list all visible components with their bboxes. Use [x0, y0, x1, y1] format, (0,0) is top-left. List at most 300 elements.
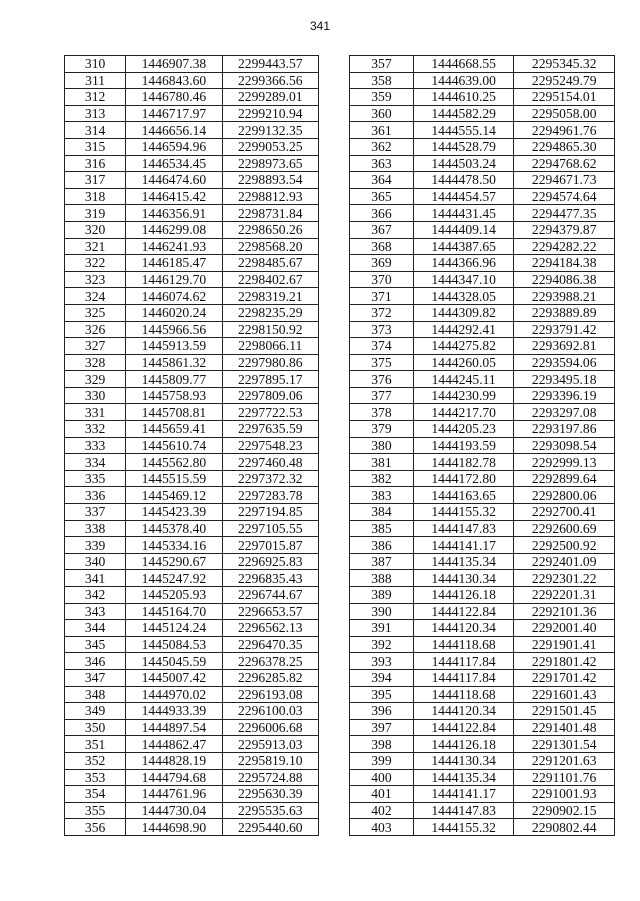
- point-number-cell: 364: [350, 172, 414, 189]
- x-coordinate-cell: 1444555.14: [413, 122, 514, 139]
- table-row: [65, 288, 319, 305]
- point-number-cell: 353: [65, 769, 126, 786]
- x-coordinate-cell: 1444126.18: [413, 587, 514, 604]
- table-body: [350, 56, 615, 836]
- y-coordinate-cell: 2293396.19: [514, 387, 615, 404]
- table-row: [65, 437, 319, 454]
- x-coordinate-cell: 1445290.67: [126, 553, 222, 570]
- table-row: [65, 603, 319, 620]
- point-number-cell: 387: [350, 553, 414, 570]
- table-row: [65, 537, 319, 554]
- point-number-cell: 318: [65, 188, 126, 205]
- table-row: [350, 470, 615, 487]
- point-number-cell: 392: [350, 636, 414, 653]
- table-row: [350, 786, 615, 803]
- table-row: [65, 89, 319, 106]
- y-coordinate-cell: 2297283.78: [222, 487, 318, 504]
- y-coordinate-cell: 2298150.92: [222, 321, 318, 338]
- y-coordinate-cell: 2296006.68: [222, 719, 318, 736]
- table-row: [65, 669, 319, 686]
- table-row: [350, 636, 615, 653]
- y-coordinate-cell: 2295630.39: [222, 786, 318, 803]
- table-row: [350, 686, 615, 703]
- x-coordinate-cell: 1444503.24: [413, 155, 514, 172]
- table-row: [65, 188, 319, 205]
- table-row: [65, 570, 319, 587]
- y-coordinate-cell: 2297460.48: [222, 454, 318, 471]
- point-number-cell: 369: [350, 255, 414, 272]
- x-coordinate-cell: 1444155.32: [413, 819, 514, 836]
- table-row: [350, 669, 615, 686]
- y-coordinate-cell: 2293791.42: [514, 321, 615, 338]
- x-coordinate-cell: 1444698.90: [126, 819, 222, 836]
- x-coordinate-cell: 1446185.47: [126, 255, 222, 272]
- x-coordinate-cell: 1444292.41: [413, 321, 514, 338]
- x-coordinate-cell: 1444122.84: [413, 719, 514, 736]
- point-number-cell: 359: [350, 89, 414, 106]
- table-row: [350, 188, 615, 205]
- y-coordinate-cell: 2295345.32: [514, 56, 615, 73]
- y-coordinate-cell: 2297722.53: [222, 404, 318, 421]
- x-coordinate-cell: 1444639.00: [413, 72, 514, 89]
- y-coordinate-cell: 2295535.63: [222, 802, 318, 819]
- table-row: [65, 205, 319, 222]
- y-coordinate-cell: 2294768.62: [514, 155, 615, 172]
- table-row: [350, 155, 615, 172]
- table-row: [350, 338, 615, 355]
- point-number-cell: 326: [65, 321, 126, 338]
- y-coordinate-cell: 2292001.40: [514, 620, 615, 637]
- x-coordinate-cell: 1445966.56: [126, 321, 222, 338]
- y-coordinate-cell: 2295154.01: [514, 89, 615, 106]
- x-coordinate-cell: 1444117.84: [413, 653, 514, 670]
- x-coordinate-cell: 1445913.59: [126, 338, 222, 355]
- table-row: [65, 354, 319, 371]
- x-coordinate-cell: 1444120.34: [413, 620, 514, 637]
- y-coordinate-cell: 2298066.11: [222, 338, 318, 355]
- point-number-cell: 397: [350, 719, 414, 736]
- x-coordinate-cell: 1444275.82: [413, 338, 514, 355]
- table-row: [65, 454, 319, 471]
- table-row: [350, 603, 615, 620]
- point-number-cell: 334: [65, 454, 126, 471]
- point-number-cell: 357: [350, 56, 414, 73]
- y-coordinate-cell: 2293098.54: [514, 437, 615, 454]
- x-coordinate-cell: 1444117.84: [413, 669, 514, 686]
- table-row: [65, 504, 319, 521]
- point-number-cell: 346: [65, 653, 126, 670]
- table-row: [65, 686, 319, 703]
- table-row: [350, 221, 615, 238]
- table-row: [350, 56, 615, 73]
- table-row: [65, 802, 319, 819]
- point-number-cell: 323: [65, 271, 126, 288]
- x-coordinate-cell: 1445861.32: [126, 354, 222, 371]
- x-coordinate-cell: 1444122.84: [413, 603, 514, 620]
- y-coordinate-cell: 2295440.60: [222, 819, 318, 836]
- point-number-cell: 377: [350, 387, 414, 404]
- point-number-cell: 327: [65, 338, 126, 355]
- x-coordinate-cell: 1446356.91: [126, 205, 222, 222]
- table-row: [350, 255, 615, 272]
- x-coordinate-cell: 1444182.78: [413, 454, 514, 471]
- x-coordinate-cell: 1444130.34: [413, 752, 514, 769]
- y-coordinate-cell: 2296562.13: [222, 620, 318, 637]
- x-coordinate-cell: 1444205.23: [413, 421, 514, 438]
- page-number: 341: [309, 19, 331, 33]
- point-number-cell: 388: [350, 570, 414, 587]
- x-coordinate-cell: 1444328.05: [413, 288, 514, 305]
- table-row: [350, 620, 615, 637]
- table-row: [350, 587, 615, 604]
- x-coordinate-cell: 1445164.70: [126, 603, 222, 620]
- table-row: [350, 487, 615, 504]
- point-number-cell: 356: [65, 819, 126, 836]
- point-number-cell: 341: [65, 570, 126, 587]
- x-coordinate-cell: 1444582.29: [413, 105, 514, 122]
- y-coordinate-cell: 2298973.65: [222, 155, 318, 172]
- y-coordinate-cell: 2291301.54: [514, 736, 615, 753]
- y-coordinate-cell: 2293297.08: [514, 404, 615, 421]
- x-coordinate-cell: 1444147.83: [413, 520, 514, 537]
- y-coordinate-cell: 2291401.48: [514, 719, 615, 736]
- point-number-cell: 330: [65, 387, 126, 404]
- x-coordinate-cell: 1444897.54: [126, 719, 222, 736]
- table-row: [350, 736, 615, 753]
- point-number-cell: 375: [350, 354, 414, 371]
- y-coordinate-cell: 2294086.38: [514, 271, 615, 288]
- table-row: [350, 769, 615, 786]
- x-coordinate-cell: 1446415.42: [126, 188, 222, 205]
- table-row: [350, 354, 615, 371]
- point-number-cell: 311: [65, 72, 126, 89]
- point-number-cell: 360: [350, 105, 414, 122]
- y-coordinate-cell: 2290902.15: [514, 802, 615, 819]
- x-coordinate-cell: 1444668.55: [413, 56, 514, 73]
- x-coordinate-cell: 1444862.47: [126, 736, 222, 753]
- y-coordinate-cell: 2297548.23: [222, 437, 318, 454]
- table-row: [350, 205, 615, 222]
- point-number-cell: 315: [65, 138, 126, 155]
- point-number-cell: 316: [65, 155, 126, 172]
- table-row: [65, 105, 319, 122]
- y-coordinate-cell: 2296285.82: [222, 669, 318, 686]
- point-number-cell: 365: [350, 188, 414, 205]
- table-row: [350, 752, 615, 769]
- table-row: [65, 138, 319, 155]
- y-coordinate-cell: 2298650.26: [222, 221, 318, 238]
- y-coordinate-cell: 2292201.31: [514, 587, 615, 604]
- table-row: [350, 89, 615, 106]
- y-coordinate-cell: 2298812.93: [222, 188, 318, 205]
- point-number-cell: 351: [65, 736, 126, 753]
- x-coordinate-cell: 1444141.17: [413, 537, 514, 554]
- y-coordinate-cell: 2299366.56: [222, 72, 318, 89]
- y-coordinate-cell: 2291601.43: [514, 686, 615, 703]
- x-coordinate-cell: 1445124.24: [126, 620, 222, 637]
- table-row: [65, 553, 319, 570]
- table-row: [65, 338, 319, 355]
- x-coordinate-cell: 1445469.12: [126, 487, 222, 504]
- y-coordinate-cell: 2297194.85: [222, 504, 318, 521]
- y-coordinate-cell: 2294574.64: [514, 188, 615, 205]
- x-coordinate-cell: 1445708.81: [126, 404, 222, 421]
- y-coordinate-cell: 2297015.87: [222, 537, 318, 554]
- y-coordinate-cell: 2299210.94: [222, 105, 318, 122]
- table-row: [65, 122, 319, 139]
- point-number-cell: 337: [65, 504, 126, 521]
- y-coordinate-cell: 2299443.57: [222, 56, 318, 73]
- point-number-cell: 347: [65, 669, 126, 686]
- y-coordinate-cell: 2297980.86: [222, 354, 318, 371]
- table-row: [350, 454, 615, 471]
- y-coordinate-cell: 2296193.08: [222, 686, 318, 703]
- table-row: [350, 172, 615, 189]
- table-row: [350, 421, 615, 438]
- table-row: [65, 387, 319, 404]
- x-coordinate-cell: 1444120.34: [413, 703, 514, 720]
- point-number-cell: 321: [65, 238, 126, 255]
- y-coordinate-cell: 2296378.25: [222, 653, 318, 670]
- x-coordinate-cell: 1446656.14: [126, 122, 222, 139]
- table-row: [65, 752, 319, 769]
- y-coordinate-cell: 2291801.42: [514, 653, 615, 670]
- point-number-cell: 391: [350, 620, 414, 637]
- table-row: [65, 520, 319, 537]
- x-coordinate-cell: 1444118.68: [413, 636, 514, 653]
- y-coordinate-cell: 2292401.09: [514, 553, 615, 570]
- point-number-cell: 384: [350, 504, 414, 521]
- table-row: [65, 587, 319, 604]
- table-row: [65, 786, 319, 803]
- y-coordinate-cell: 2298235.29: [222, 304, 318, 321]
- table-body: [65, 56, 319, 836]
- point-number-cell: 390: [350, 603, 414, 620]
- point-number-cell: 400: [350, 769, 414, 786]
- y-coordinate-cell: 2292800.06: [514, 487, 615, 504]
- y-coordinate-cell: 2291901.41: [514, 636, 615, 653]
- x-coordinate-cell: 1444141.17: [413, 786, 514, 803]
- y-coordinate-cell: 2293692.81: [514, 338, 615, 355]
- y-coordinate-cell: 2292500.92: [514, 537, 615, 554]
- y-coordinate-cell: 2296653.57: [222, 603, 318, 620]
- y-coordinate-cell: 2296925.83: [222, 553, 318, 570]
- point-number-cell: 372: [350, 304, 414, 321]
- table-row: [65, 487, 319, 504]
- point-number-cell: 374: [350, 338, 414, 355]
- point-number-cell: 331: [65, 404, 126, 421]
- point-number-cell: 401: [350, 786, 414, 803]
- y-coordinate-cell: 2292301.22: [514, 570, 615, 587]
- point-number-cell: 354: [65, 786, 126, 803]
- y-coordinate-cell: 2295819.10: [222, 752, 318, 769]
- y-coordinate-cell: 2296100.03: [222, 703, 318, 720]
- point-number-cell: 355: [65, 802, 126, 819]
- y-coordinate-cell: 2293889.89: [514, 304, 615, 321]
- y-coordinate-cell: 2297105.55: [222, 520, 318, 537]
- x-coordinate-cell: 1446299.08: [126, 221, 222, 238]
- x-coordinate-cell: 1445247.92: [126, 570, 222, 587]
- x-coordinate-cell: 1444933.39: [126, 703, 222, 720]
- point-number-cell: 362: [350, 138, 414, 155]
- table-row: [350, 504, 615, 521]
- table-row: [350, 105, 615, 122]
- table-row: [350, 520, 615, 537]
- x-coordinate-cell: 1444794.68: [126, 769, 222, 786]
- x-coordinate-cell: 1446907.38: [126, 56, 222, 73]
- y-coordinate-cell: 2297895.17: [222, 371, 318, 388]
- table-row: [65, 271, 319, 288]
- x-coordinate-cell: 1445045.59: [126, 653, 222, 670]
- table-row: [65, 736, 319, 753]
- x-coordinate-cell: 1446020.24: [126, 304, 222, 321]
- point-number-cell: 350: [65, 719, 126, 736]
- x-coordinate-cell: 1444217.70: [413, 404, 514, 421]
- x-coordinate-cell: 1445378.40: [126, 520, 222, 537]
- x-coordinate-cell: 1444761.96: [126, 786, 222, 803]
- point-number-cell: 348: [65, 686, 126, 703]
- x-coordinate-cell: 1444387.65: [413, 238, 514, 255]
- point-number-cell: 345: [65, 636, 126, 653]
- y-coordinate-cell: 2297809.06: [222, 387, 318, 404]
- x-coordinate-cell: 1446074.62: [126, 288, 222, 305]
- y-coordinate-cell: 2292899.64: [514, 470, 615, 487]
- table-row: [65, 653, 319, 670]
- table-row: [65, 304, 319, 321]
- point-number-cell: 344: [65, 620, 126, 637]
- point-number-cell: 403: [350, 819, 414, 836]
- y-coordinate-cell: 2299053.25: [222, 138, 318, 155]
- point-number-cell: 343: [65, 603, 126, 620]
- table-row: [65, 221, 319, 238]
- x-coordinate-cell: 1446780.46: [126, 89, 222, 106]
- point-number-cell: 402: [350, 802, 414, 819]
- x-coordinate-cell: 1445809.77: [126, 371, 222, 388]
- y-coordinate-cell: 2290802.44: [514, 819, 615, 836]
- y-coordinate-cell: 2291001.93: [514, 786, 615, 803]
- table-row: [65, 371, 319, 388]
- y-coordinate-cell: 2293495.18: [514, 371, 615, 388]
- x-coordinate-cell: 1444245.11: [413, 371, 514, 388]
- x-coordinate-cell: 1446129.70: [126, 271, 222, 288]
- table-row: [350, 238, 615, 255]
- x-coordinate-cell: 1444454.57: [413, 188, 514, 205]
- coordinate-table-right: [349, 55, 615, 836]
- point-number-cell: 324: [65, 288, 126, 305]
- y-coordinate-cell: 2296835.43: [222, 570, 318, 587]
- point-number-cell: 340: [65, 553, 126, 570]
- x-coordinate-cell: 1446594.96: [126, 138, 222, 155]
- table-row: [65, 819, 319, 836]
- point-number-cell: 314: [65, 122, 126, 139]
- table-row: [65, 404, 319, 421]
- table-row: [65, 72, 319, 89]
- x-coordinate-cell: 1446843.60: [126, 72, 222, 89]
- point-number-cell: 317: [65, 172, 126, 189]
- table-row: [350, 387, 615, 404]
- x-coordinate-cell: 1444147.83: [413, 802, 514, 819]
- point-number-cell: 389: [350, 587, 414, 604]
- table-row: [350, 570, 615, 587]
- table-row: [350, 404, 615, 421]
- x-coordinate-cell: 1444431.45: [413, 205, 514, 222]
- point-number-cell: 335: [65, 470, 126, 487]
- x-coordinate-cell: 1444828.19: [126, 752, 222, 769]
- x-coordinate-cell: 1446241.93: [126, 238, 222, 255]
- y-coordinate-cell: 2299132.35: [222, 122, 318, 139]
- x-coordinate-cell: 1444135.34: [413, 769, 514, 786]
- table-row: [65, 769, 319, 786]
- y-coordinate-cell: 2298485.67: [222, 255, 318, 272]
- point-number-cell: 339: [65, 537, 126, 554]
- table-row: [350, 703, 615, 720]
- y-coordinate-cell: 2292101.36: [514, 603, 615, 620]
- x-coordinate-cell: 1444163.65: [413, 487, 514, 504]
- point-number-cell: 396: [350, 703, 414, 720]
- x-coordinate-cell: 1445334.16: [126, 537, 222, 554]
- x-coordinate-cell: 1445515.59: [126, 470, 222, 487]
- point-number-cell: 383: [350, 487, 414, 504]
- table-row: [350, 271, 615, 288]
- x-coordinate-cell: 1445758.93: [126, 387, 222, 404]
- table-row: [65, 719, 319, 736]
- x-coordinate-cell: 1444366.96: [413, 255, 514, 272]
- y-coordinate-cell: 2295724.88: [222, 769, 318, 786]
- y-coordinate-cell: 2293594.06: [514, 354, 615, 371]
- point-number-cell: 385: [350, 520, 414, 537]
- point-number-cell: 399: [350, 752, 414, 769]
- x-coordinate-cell: 1444347.10: [413, 271, 514, 288]
- table-row: [350, 371, 615, 388]
- point-number-cell: 368: [350, 238, 414, 255]
- point-number-cell: 319: [65, 205, 126, 222]
- y-coordinate-cell: 2299289.01: [222, 89, 318, 106]
- x-coordinate-cell: 1445007.42: [126, 669, 222, 686]
- table-row: [350, 719, 615, 736]
- x-coordinate-cell: 1445084.53: [126, 636, 222, 653]
- table-row: [350, 653, 615, 670]
- point-number-cell: 382: [350, 470, 414, 487]
- table-row: [350, 437, 615, 454]
- y-coordinate-cell: 2294865.30: [514, 138, 615, 155]
- y-coordinate-cell: 2297635.59: [222, 421, 318, 438]
- y-coordinate-cell: 2292600.69: [514, 520, 615, 537]
- x-coordinate-cell: 1444730.04: [126, 802, 222, 819]
- x-coordinate-cell: 1445562.80: [126, 454, 222, 471]
- y-coordinate-cell: 2291701.42: [514, 669, 615, 686]
- point-number-cell: 322: [65, 255, 126, 272]
- point-number-cell: 338: [65, 520, 126, 537]
- point-number-cell: 379: [350, 421, 414, 438]
- point-number-cell: 367: [350, 221, 414, 238]
- x-coordinate-cell: 1444135.34: [413, 553, 514, 570]
- y-coordinate-cell: 2294379.87: [514, 221, 615, 238]
- x-coordinate-cell: 1444528.79: [413, 138, 514, 155]
- x-coordinate-cell: 1444126.18: [413, 736, 514, 753]
- point-number-cell: 395: [350, 686, 414, 703]
- x-coordinate-cell: 1445610.74: [126, 437, 222, 454]
- x-coordinate-cell: 1444118.68: [413, 686, 514, 703]
- point-number-cell: 370: [350, 271, 414, 288]
- y-coordinate-cell: 2298731.84: [222, 205, 318, 222]
- x-coordinate-cell: 1444260.05: [413, 354, 514, 371]
- y-coordinate-cell: 2296744.67: [222, 587, 318, 604]
- y-coordinate-cell: 2298893.54: [222, 172, 318, 189]
- table-row: [350, 537, 615, 554]
- y-coordinate-cell: 2297372.32: [222, 470, 318, 487]
- point-number-cell: 332: [65, 421, 126, 438]
- table-row: [65, 155, 319, 172]
